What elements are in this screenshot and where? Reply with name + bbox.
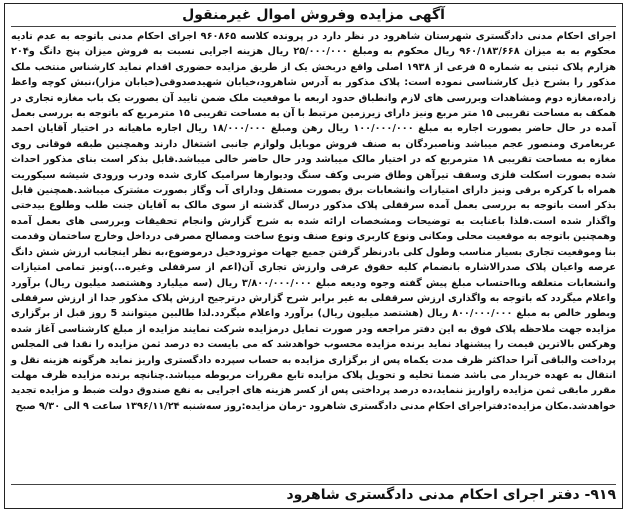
notice-body: اجرای احکام مدنی دادگستری شهرستان شاهرود در نظر دارد در پرونده کلاسه ۹۶۰۸۶۵ اجرای احکام مدنی باتوجه به عدم تادیه محکوم به به میزان ۹۶۰/۱۸۳/۶۶۸ ریال محکوم به ومبلغ ۲۵/۰۰۰/۰۰۰ ریال هزینه اجرایی نسبت به فروش میزان پنج دانگ و۲۰۴ هزارم پلاک ثبتی به شماره ۵ فرعی از ۱۹۳۸ اصلی واقع دربخش یک از طریق مزایده حضوری اقدام نماید کارشناس منتخب ملک مذکور را بشرح ذیل کارشناسی نموده است: پلاک مذکور به آدرس شاهرود،خیابان شهیدصدوقی(خیابان مزار)،نبش کوچه واعظ زاده،مغازه دوم ومشاهدات وبررسی های لازم وانطباق حدود اربعه با موقعیت ملک ضمن تایید آن بصورت یک باب مغازه تجاری در همکف به مساحت تقریبی ۱۵ متر مربع ونیز دارای زیرزمین مرتبط با آن به مساحت تقریبی ۱۵ مترمربع که باتوجه به بررسی بعمل آمده در حال حاضر بصورت اجاره به مبلغ ۱۰۰/۰۰۰/۰۰۰ ریال رهن ومبلغ ۱۸/۰۰۰/۰۰۰ ریال اجاره ماهیانه در اختیار آقایان احمد عربعامری ومنصور عجم میباشد وناصبردگان به صنف فروش موبایل ولوازم جانبی اشتغال دارند وهمچنین طبقه فوقانی روی مغازه به مساحت تقریبی ۱۸ مترمربع که در اختیار مالک میباشد ودر حال حاضر خالی میباشد.قابل بذکر است بنای مذکور احداث شده بصورت اسکلت فلزی وسقف تیرآهن وطاق ضربی وکف سنگ ودیوارها سرامیک کاری شده ودرب ورودی شیشه سیکوریت همراه با کرکره برقی ونیز دارای امتیازات وانشعابات برق بصورت مستقل ودارای آب وگاز بصورت مشترک میباشد.همچنین قابل بذکر است باتوجه به بررسی بعمل آمده سرقفلی پلاک مذکور درسال گذشته از سوی مالک به آقایان جنت طلب وطلوع بیدختی واگذار شده است.فلذا باعنایت به توضیحات ومشخصات ارائه شده به شرح گزارش وانجام تحقیقات وبررسی های بعمل آمده وهمچنین باتوجه به موقعیت محلی ومکانی ونوع کاربری ونوع صنف ونوع ساخت ومصالح مصرفی درداخل وخارج ساختمان وقدمت بنا وموقعیت تجاری بسیار مناسب وطول کلی بادرنظر گرفتن جمیع جهات موثرودخیل درموضوع،به نظر اینجانب ارزش شش دانگ عرصه واعیان پلاک صدرالاشاره بانضمام کلیه حقوق عرفی وارزش تجاری آن(اعم از سرقفلی وغیره...)ونیز تمامی امتیازات وانشعابات متعلقه وبااحتساب مبلغ پیش گفته وجوه ودیعه مبلغ ۳/۸۰۰/۰۰۰/۰۰۰ ریال (سه میلیارد وهشتصد میلیون ریال) برآورد واعلام میگردد که باتوجه به واگذاری ارزش سرقفلی به غیر برابر شرح گزارش درترجیح ارزش پلاک مذکور جدا از ارزش سرقفلی وبطور خالص به مبلغ ۸۰۰/۰۰۰/۰۰۰ ریال (هشتصد میلیون ریال) برآورد واعلام میگردد.لذا طالبین میتوانند 5 روز قبل از برگزاری مزایده جهت ملاحظه پلاک فوق به این دفتر مراجعه ودر صورت تمایل درمزایده شرکت نمایند مزایده از مبلغ کارشناسی آغاز شده وهرکس بالاترین قیمت را پیشنهاد نماید برنده مزایده محسوب خواهدشد که می بایست ده درصد ثمن مزایده را نقدا فی المجلس پرداخت والباقی آنرا حداکثر ظرف مدت یکماه پس از برگزاری مزایده به حساب سپرده دادگستری واریز نماید هرگونه هزینه نقل و انتقال به عهده خریدار می باشد ضمنا تخلیه و تحویل پلاک مزایده تابع مقررات مربوطه میباشد.چنانچه برنده مزایده ظرف مهلت مقرر مابقی ثمن مزایده راواریز ننماید،ده درصد پرداختی پس از کسر هزینه های اجرایی به نفع صندوق دولت ضبط و مزایده تجدید خواهدشد.مکان مزایده:دفتراجرای احکام مدنی دادگستری شاهرود -زمان مزایده:روز سه‌شنبه ۱۳۹۶/۱۱/۲۴ ساعت ۹ الی ۹/۳۰ صبح (11, 31, 617, 412)
notice-footer-signature: ۹۱۹- دفتر اجرای احکام مدنی دادگستری شاهرود (11, 484, 616, 504)
notice-title: آگهی مزایده وفروش اموال غیرمنقول (11, 7, 616, 27)
auction-notice (4, 3, 623, 509)
